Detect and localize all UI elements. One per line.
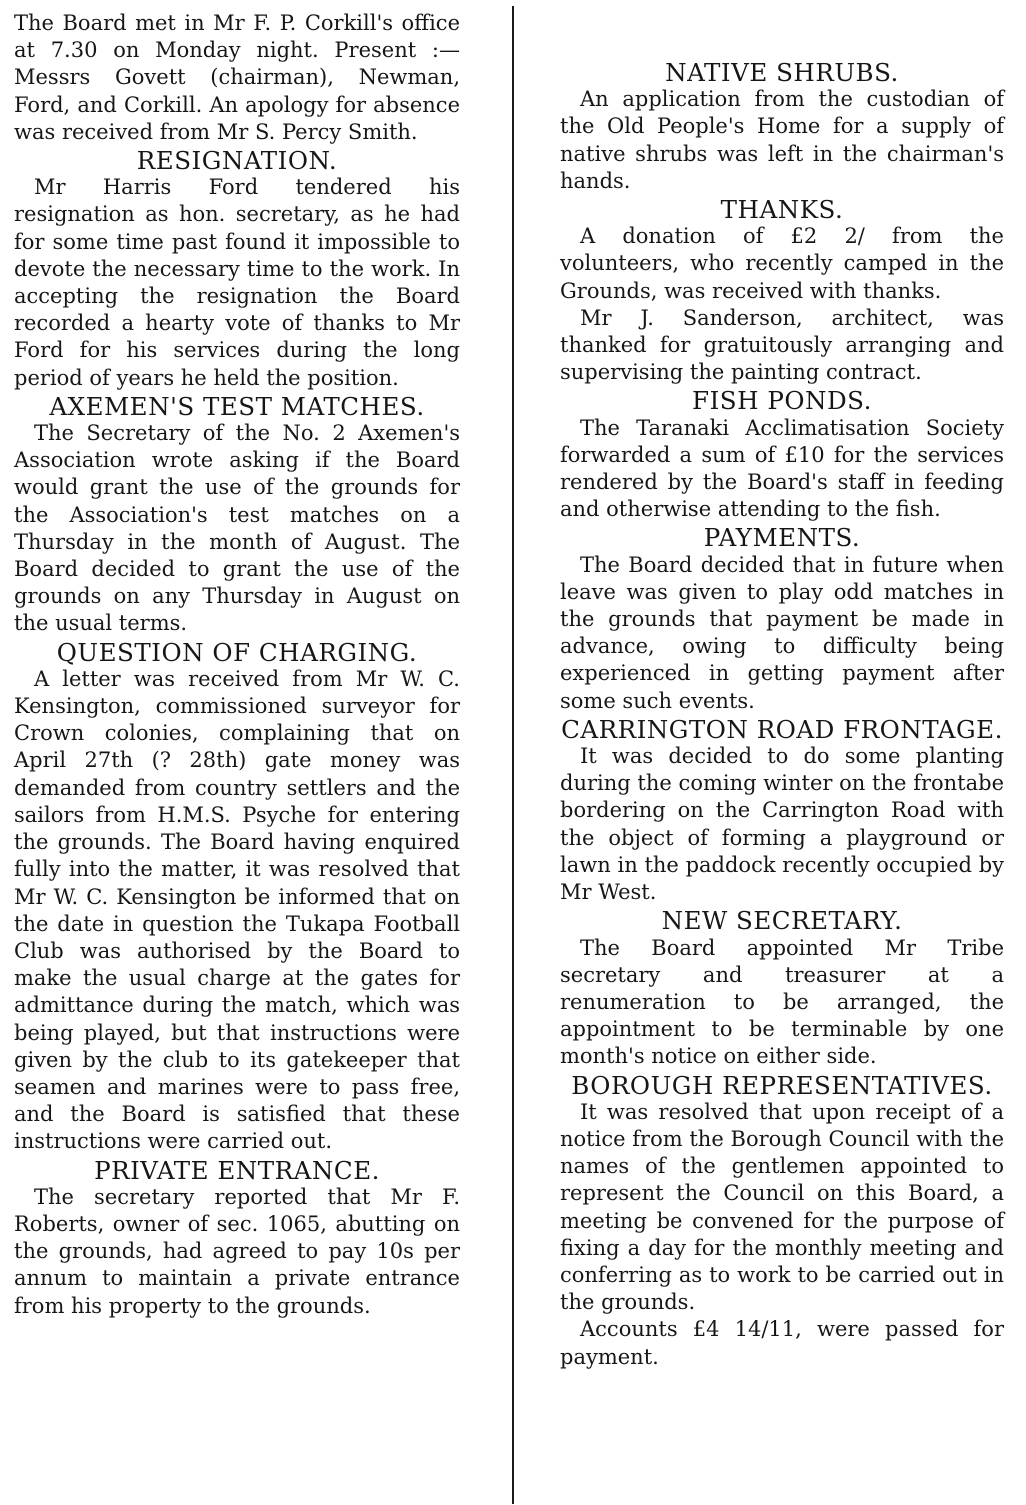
article-paragraph: The Board decided that in future when leave was given to play odd matches in the grounds that payment be made in advance, owing to difficulty being experienced in getting payment after some such events. <box>560 552 1004 713</box>
article-paragraph: The Board met in Mr F. P. Corkill's office at 7.30 on Monday night. Present :—Messrs Govett (chairman), Newman, Ford, and Corkill. An apology for absence was received from Mr S. Percy Smith. <box>14 11 460 144</box>
column-divider <box>512 6 514 1504</box>
section-heading: NEW SECRETARY. <box>661 906 903 936</box>
section-heading: PRIVATE ENTRANCE. <box>94 1155 380 1185</box>
left-column <box>14 0 460 1320</box>
article-paragraph: Accounts £4 14/11, were passed for payment. <box>560 1317 1004 1369</box>
article-paragraph: It was resolved that upon receipt of a notice from the Borough Council with the names of the gentlemen appointed to represent the Council on this Board, a meeting be convened for the purpose of fixing a day for the monthly meeting and conferring as to work to be carried out in the grounds. <box>560 1099 1004 1315</box>
section-heading: QUESTION OF CHARGING. <box>56 637 418 667</box>
section-heading: CARRINGTON ROAD FRONTAGE. <box>561 714 1003 744</box>
section-heading: THANKS. <box>720 195 844 225</box>
article-paragraph: It was decided to do some planting during the coming winter on the frontabe bordering on the Carrington Road with the object of forming a playground or lawn in the paddock recently occupied by Mr West. <box>560 744 1004 905</box>
section-heading: AXEMEN'S TEST MATCHES. <box>49 391 425 421</box>
article-paragraph: The Board appointed Mr Tribe secretary and treasurer at a renumeration to be arranged, the appointment to be terminable by one month's notice on either side. <box>560 935 1004 1069</box>
article-paragraph: A donation of £2 2/ from the volunteers, who recently camped in the Grounds, was received with thanks. <box>560 224 1004 303</box>
article-paragraph: The Taranaki Acclimatisation Society forwarded a sum of £10 for the services rendered by the Board's staff in feeding and otherwise attending to the fish. <box>560 415 1004 522</box>
section-heading: FISH PONDS. <box>692 386 872 416</box>
article-paragraph: An application from the custodian of the Old People's Home for a supply of native shrubs was left in the chairman's hands. <box>560 87 1004 193</box>
section-heading: BOROUGH REPRESENTATIVES. <box>571 1070 993 1100</box>
article-paragraph: The secretary reported that Mr F. Roberts, owner of sec. 1065, abutting on the grounds, had agreed to pay 10s per annum to maintain a private entrance from his property to the grounds. <box>14 1184 460 1318</box>
section-heading: RESIGNATION. <box>136 146 338 176</box>
article-paragraph: Mr Harris Ford tendered his resignation as hon. secretary, as he had for some time past found it impossible to devote the necessary time to the work. In accepting the resignation the Board recorded a hearty vote of thanks to Mr Ford for his services during the long period of years he held the position. <box>14 175 460 390</box>
section-heading: PAYMENTS. <box>703 523 861 553</box>
article-paragraph: Mr J. Sanderson, architect, was thanked for gratuitously arranging and supervising the painting contract. <box>560 305 1004 385</box>
article-paragraph: A letter was received from Mr W. C. Kensington, commissioned surveyor for Crown colonies, complaining that on April 27th (? 28th) gate money was demanded from country settlers and the sailors from H.M.S. Psyche for entering the grounds. The Board having enquired fully into the matter, it was resolved that Mr W. C. Kensington be informed that on the date in question the Tukapa Football Club was authorised by the Board to make the usual charge at the gates for admittance during the match, which was being played, but that instructions were given by the club to its gatekeeper that seamen and marines were to pass free, and the Board is satisfied that these instructions were carried out. <box>14 666 460 1154</box>
section-heading: NATIVE SHRUBS. <box>665 58 899 87</box>
article-paragraph: The Secretary of the No. 2 Axemen's Association wrote asking if the Board would grant the use of the grounds for the Association's test matches on a Thursday in the month of August. The Board decided to grant the use of the grounds on any Thursday in August on the usual terms. <box>14 421 460 636</box>
right-column <box>560 0 1004 1371</box>
